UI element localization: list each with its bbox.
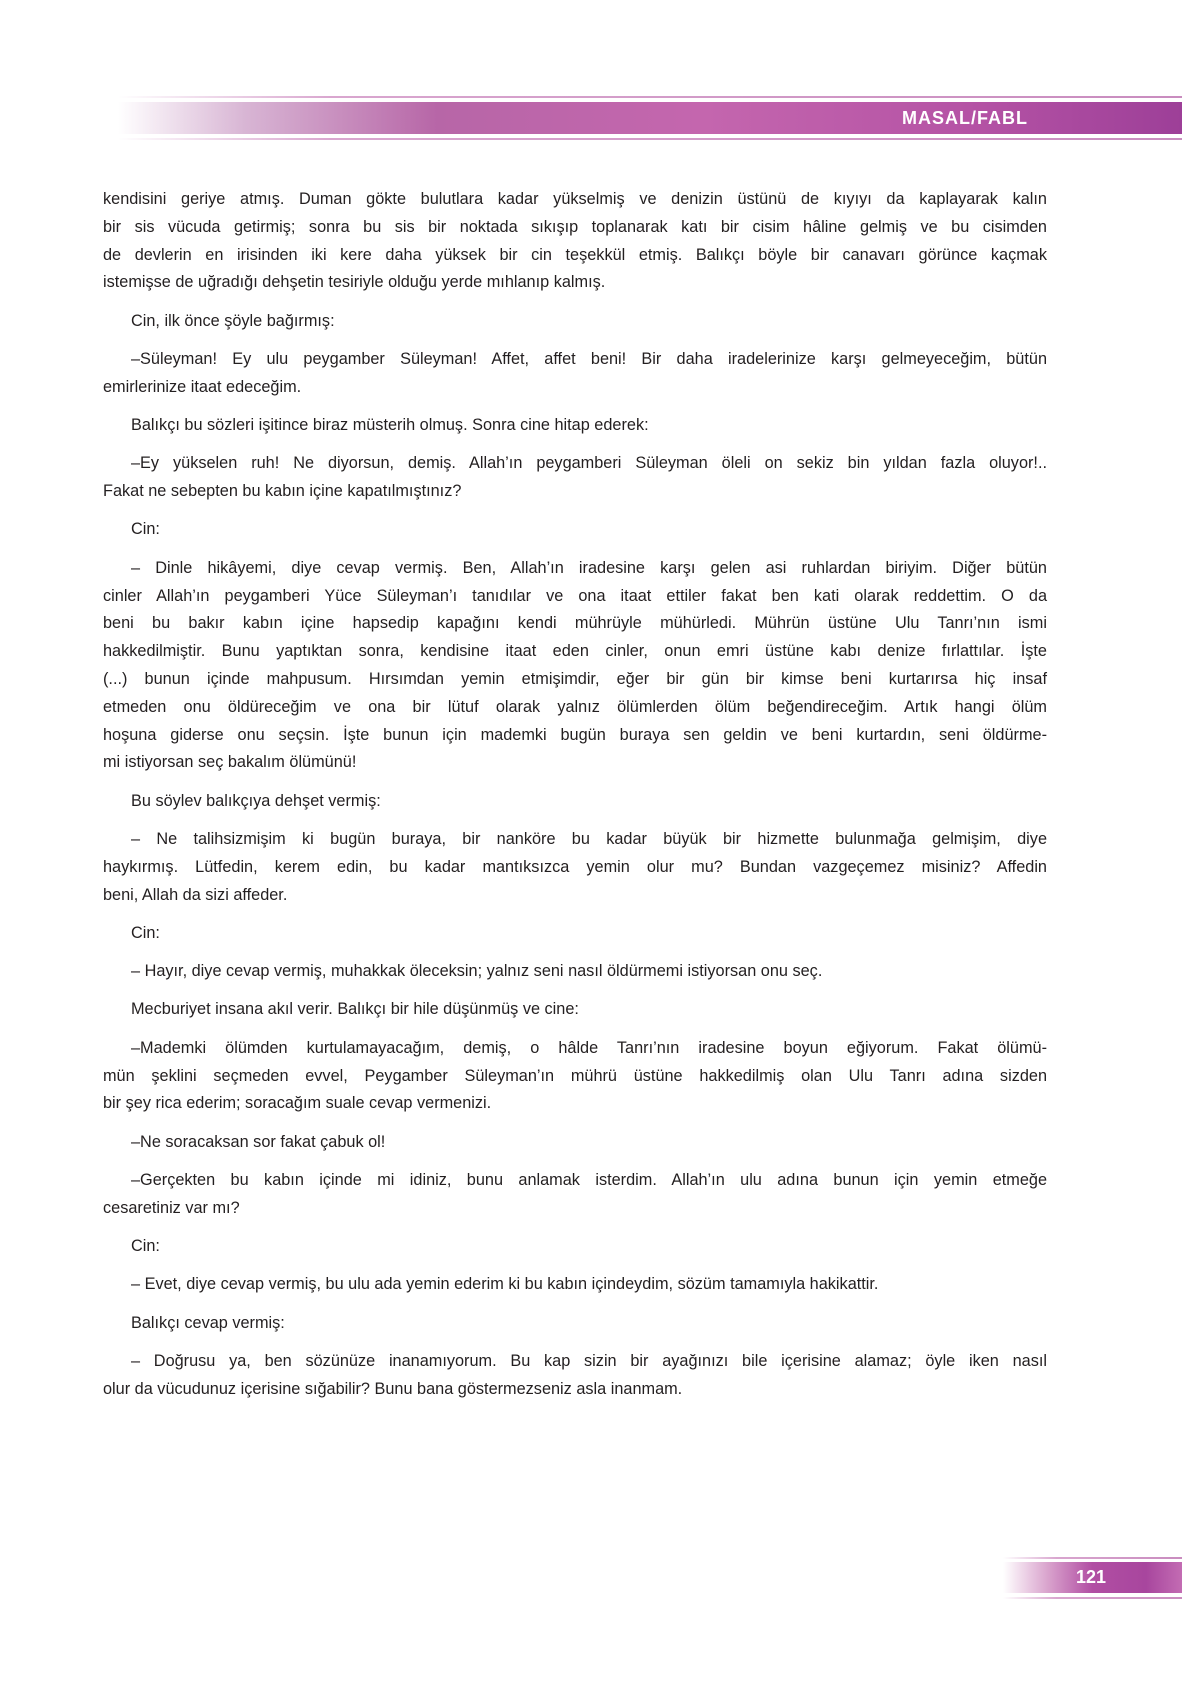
text-line: –Mademki ölümden kurtulamayacağım, demiş, o hâlde Tanrı’nın iradesine boyun eğiyorum. Fakat ölümü- [131,1038,1047,1057]
section-title: MASAL/FABL [902,108,1028,128]
page-number: 121 [1075,1567,1107,1587]
text-line: olur da vücudunuz içerisine sığabilir? Bunu bana göstermezseniz asla inanmam. [103,1379,683,1398]
paragraph [103,1271,1047,1299]
text-line: – Dinle hikâyemi, diye cevap vermiş. Ben, Allah’ın iradesine karşı gelen asi ruhlardan biriyim. Diğer bütün [131,558,1047,577]
paragraph [103,186,1047,297]
footer-rule-bottom [1003,1597,1182,1599]
text-line: Cin: [131,1237,160,1255]
paragraph [103,516,1047,544]
text-line: Balıkçı cevap vermiş: [131,1313,285,1332]
paragraph [103,346,1047,402]
paragraph [103,1035,1047,1118]
text-line: Cin: [131,520,160,539]
text-line: –Süleyman! Ey ulu peygamber Süleyman! Affet, affet beni! Bir daha iradelerinize karşı gelmeyeceğim, bütün [131,349,1047,368]
footer-rule-top [1003,1557,1182,1559]
text-line: haykırmış. Lütfedin, kerem edin, bu kadar mantıksızca yemin olur mu? Bundan vazgeçemez misiniz? Affedin [103,857,1047,876]
text-line: – Evet, diye cevap vermiş, bu ulu ada yemin ederim ki bu kabın içindeydim, sözüm tamamıyla hakikattir. [131,1275,879,1294]
paragraph [103,1348,1047,1404]
text-line: – Doğrusu ya, ben sözünüze inanamıyorum. Bu kap sizin bir ayağınızı bile içerisine alamaz; öyle iken nasıl [131,1351,1047,1370]
text-line: beni bu bakır kabın içine hapsedip kapağını kendi mührüyle mühürledi. Mührün üstüne Ulu Tanrı’nın ismi [103,614,1047,633]
text-line: –Ne soracaksan sor fakat çabuk ol! [131,1132,386,1151]
text-line: beni, Allah da sizi affeder. [103,885,288,904]
paragraph [103,450,1047,506]
text-line: (...) bunun içinde mahpusum. Hırsımdan yemin etmişimdir, eğer bir gün bir kimse beni kurtarırsa hiç insaf [103,669,1047,688]
header-rule-top [118,96,1182,98]
text-line: hoşuna giderse onu seçsin. İşte bunun için mademki bugün buraya sen geldin ve beni kurtardın, seni öldürme- [103,725,1047,744]
text-line: kendisini geriye atmış. Duman gökte bulutlara kadar yükselmiş ve denizin üstünü de kıyıyı da kaplayarak kalın [103,190,1047,208]
text-line: Bu söylev balıkçıya dehşet vermiş: [131,791,381,810]
text-line: cesaretiniz var mı? [103,1198,240,1217]
paragraph [103,1310,1047,1338]
paragraph [103,412,1047,440]
text-line: emirlerinize itaat edeceğim. [103,377,302,396]
text-line: bir sis vücuda getirmiş; sonra bu sis bir noktada sıkışıp toplanarak katı bir cisim hâline gelmiş ve bu cisimden [103,217,1047,236]
text-line: Fakat ne sebepten bu kabın içine kapatılmıştınız? [103,482,462,501]
text-line: –Gerçekten bu kabın içinde mi idiniz, bunu anlamak isterdim. Allah’ın ulu adına bunun için yemin etmeğe [131,1170,1047,1189]
text-line: – Hayır, diye cevap vermiş, muhakkak öleceksin; yalnız seni nasıl öldürmemi istiyorsan onu seç. [131,962,823,981]
paragraph [103,1167,1047,1223]
text-line: – Ne talihsizmişim ki bugün buraya, bir nanköre bu kadar büyük bir hizmette bulunmağa gelmişim, diye [131,829,1047,848]
paragraph [103,958,1047,986]
text-line: mün şeklini seçmeden evvel, Peygamber Süleyman’ın mührü üstüne hakkedilmiş olan Ulu Tanrı adına sizden [103,1066,1047,1085]
text-line: Cin, ilk önce şöyle bağırmış: [131,311,335,330]
paragraph [103,308,1047,336]
header-rule-bottom [118,138,1182,140]
paragraph [103,1129,1047,1157]
text-line: istemişse de uğradığı dehşetin tesiriyle olduğu yerde mıhlanıp kalmış. [103,273,606,292]
text-line: mi istiyorsan seç bakalım ölümünü! [103,753,357,772]
text-line: Mecburiyet insana akıl verir. Balıkçı bir hile düşünmüş ve cine: [131,1000,579,1019]
paragraph [103,920,1047,948]
paragraph [103,788,1047,816]
paragraph [103,1233,1047,1261]
text-line: de devlerin en irisinden iki kere daha yüksek bir cin teşekkül etmiş. Balıkçı böyle bir canavarı görünce kaçmak [103,245,1047,264]
text-line: Cin: [131,923,160,942]
body-text [103,186,1047,1414]
text-line: cinler Allah’ın peygamberi Yüce Süleyman’ı tanıdılar ve ona itaat ettiler fakat ben kati olarak reddettim. O da [103,586,1047,605]
text-line: –Ey yükselen ruh! Ne diyorsun, demiş. Allah’ın peygamberi Süleyman öleli on sekiz bin yıldan fazla oluyor!.. [131,454,1047,473]
text-line: etmeden onu öldüreceğim ve ona bir lütuf olarak yalnız ölümlerden ölüm beğendireceğim. Artık hangi ölüm [103,697,1047,716]
paragraph [103,996,1047,1024]
paragraph [103,555,1047,777]
text-line: Balıkçı bu sözleri işitince biraz müsterih olmuş. Sonra cine hitap ederek: [131,416,649,435]
text-line: hakkedilmiştir. Bunu yaptıktan sonra, kendisine itaat eden cinler, onun emri üstüne kabı denize fırlattılar. İşte [103,642,1047,661]
text-line: bir şey rica ederim; soracağım suale cevap vermenizi. [103,1094,492,1113]
paragraph [103,826,1047,909]
